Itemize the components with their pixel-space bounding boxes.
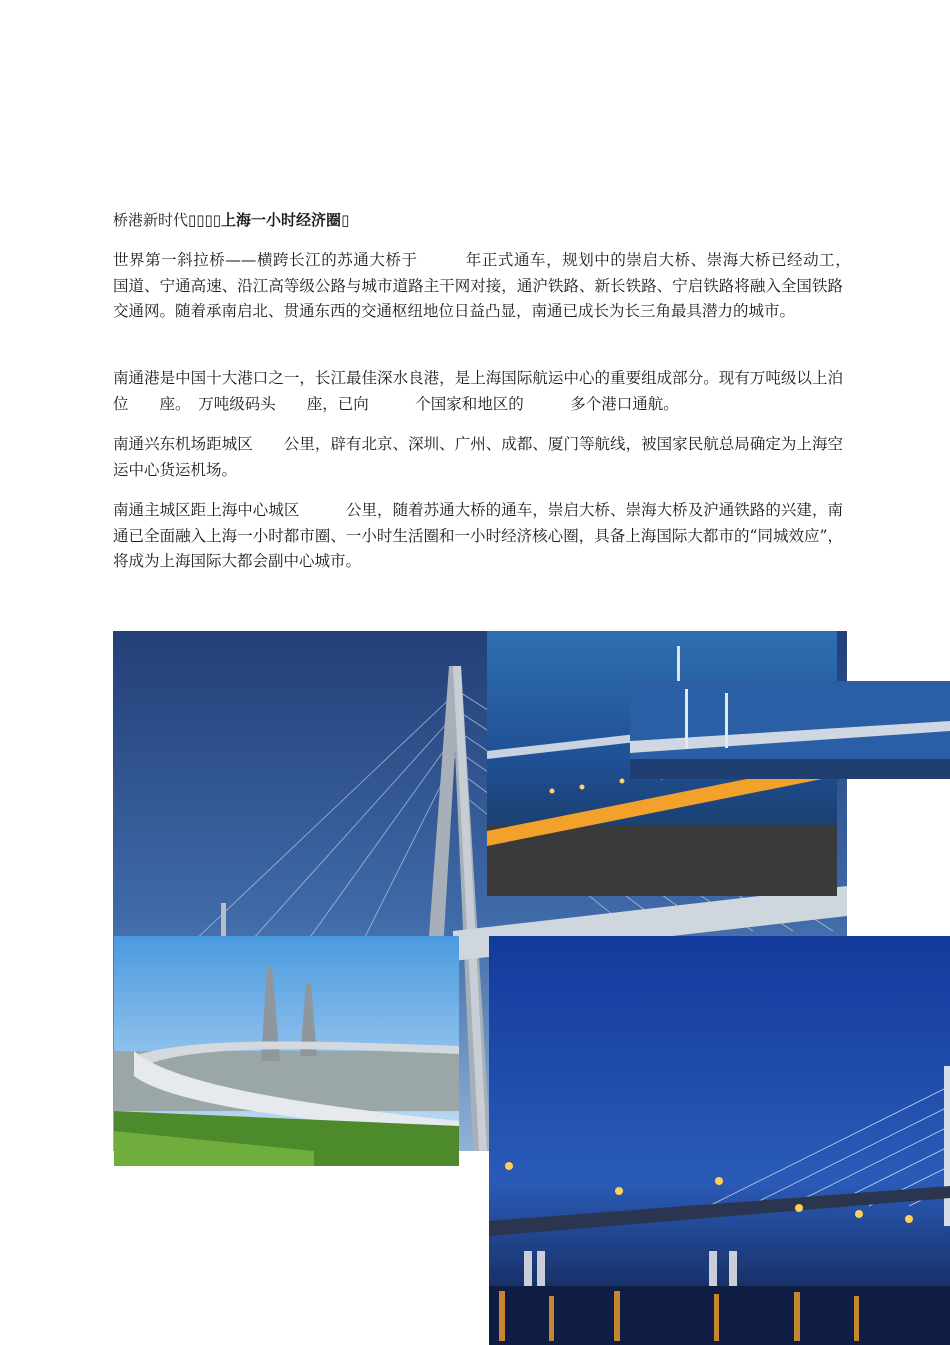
paragraph-nantong-port: 南通港是中国十大港口之一，长江最佳深水良港，是上海国际航运中心的重要组成部分。现有万吨级以上泊位 座。 万吨级码头 座，已向 个国家和地区的 多个港口通航。 [113,369,843,413]
paragraph-shanghai-circle: 南通主城区距上海中心城区 公里，随着苏通大桥的通车，崇启大桥、崇海大桥及沪通铁路的兴建，南通已全面融入上海一小时都市圈、一小时生活圈和一小时经济核心圈，具备上海国际大都市的“同城效应”，将成为上海国际大都会副中心城市。 [113,501,843,570]
section-title [113,210,349,230]
paragraph-airport: 南通兴东机场距城区 公里，辟有北京、深圳、广州、成都、厦门等航线，被国家民航总局确定为上海空运中心货运机场。 [113,435,843,479]
paragraph-sutong-bridge: 世界第一斜拉桥——横跨长江的苏通大桥于 年正式通车，规划中的崇启大桥、崇海大桥已经动工， 国道、宁通高速、沿江高等级公路与城市道路主干网对接，通沪铁路、新长铁路、宁启铁路将融入全国铁路交通网。随着承南启北、贯通东西的交通枢纽地位日益凸显，南通已成长为长三角最具潜力的城市。 [113,251,875,320]
title-suffix: ▯ [341,211,350,229]
photo-bridge-dusk-strip [630,681,950,779]
title-emphasis: 上海一小时经济圈 [221,211,342,229]
title-glyphs: ▯▯▯▯ [188,211,222,229]
title-prefix: 桥港新时代 [113,211,189,229]
photo-bridge-river-day [114,936,459,1166]
photo-bridge-night [489,936,950,1345]
